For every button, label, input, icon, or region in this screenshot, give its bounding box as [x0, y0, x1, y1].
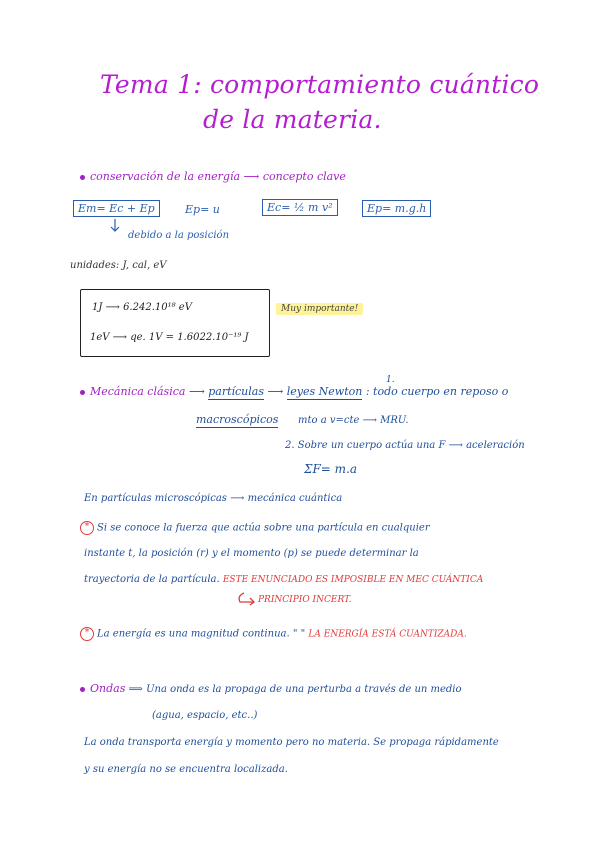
waves-line1: Una onda es la propaga de una perturba a través de un medio	[146, 684, 462, 695]
energy-heading: conservación de la energía	[90, 170, 241, 183]
ec-formula-box: Ec= ½ m v²	[262, 199, 338, 216]
page-title-line2: de la materia.	[203, 105, 382, 134]
units-line: unidades: J, cal, eV	[70, 260, 167, 271]
law2-line: 2. Sobre un cuerpo actúa una F ⟶ aceleración	[285, 440, 525, 451]
item1-red-note: ESTE ENUNCIADO ES IMPOSIBLE EN MEC CUÁNTICA	[222, 575, 484, 585]
waves-heading: Ondas	[90, 682, 126, 695]
arrow-icon: ⟶	[243, 170, 260, 183]
curved-arrow-icon	[236, 592, 258, 606]
ep-u-formula: Ep= u	[185, 203, 220, 216]
item1-line2: instante t, la posición (r) y el momento (p) se puede determinar la	[84, 548, 419, 559]
classical-heading-row	[80, 385, 508, 398]
mru-line: mto a v=cte ⟶ MRU.	[298, 415, 409, 426]
bullet-icon	[80, 390, 85, 395]
newton-laws-label: leyes Newton	[286, 385, 363, 398]
bullet-icon	[80, 687, 85, 692]
sum-f-formula: ΣF= m.a	[304, 462, 358, 476]
ep-note: debido a la posición	[128, 230, 230, 241]
item1-line3: trayectoria de la partícula.	[84, 574, 220, 585]
down-arrow-icon	[110, 219, 120, 233]
ep-formula-box: Ep= m.g.h	[362, 200, 431, 217]
important-note: Muy importante!	[276, 303, 363, 315]
arrow-icon: ⟶	[188, 385, 205, 398]
item1-line1: Si se conoce la fuerza que actúa sobre una partícula en cualquier	[97, 522, 430, 534]
waves-line2: (agua, espacio, etc..)	[152, 710, 258, 721]
arrow-icon: ⟶	[267, 385, 284, 398]
double-arrow-icon: ⟹	[128, 684, 143, 695]
waves-line4: y su energía no se encuentra localizada.	[84, 764, 288, 775]
conversion-line2: 1eV ⟶ qe. 1V = 1.6022.10⁻¹⁹ J	[90, 332, 249, 343]
waves-row	[80, 682, 462, 695]
item2-red-note: LA ENERGÍA ESTÁ CUANTIZADA.	[308, 629, 467, 640]
asterisk-icon: *	[80, 521, 94, 535]
bullet-icon	[80, 175, 85, 180]
waves-line3: La onda transporta energía y momento pero no materia. Se propaga rápidamente	[84, 737, 499, 748]
energy-heading-row	[80, 170, 346, 183]
asterisk-icon: *	[80, 627, 94, 641]
classical-heading: Mecánica clásica	[90, 385, 186, 398]
law1-text: : todo cuerpo en reposo o	[365, 385, 509, 398]
item1-line3-row	[84, 574, 483, 585]
law1-number: 1.	[386, 375, 395, 385]
uncertainty-principle: PRINCIPIO INCERT.	[258, 595, 352, 605]
item2-text: La energía es una magnitud continua. " "	[97, 628, 306, 640]
conversion-line1: 1J ⟶ 6.242.10¹⁸ eV	[92, 302, 192, 313]
concept-label: concepto clave	[262, 170, 346, 183]
item1-line1-row	[80, 521, 430, 535]
conversion-box	[80, 289, 270, 357]
em-formula-box: Em= Ec + Ep	[73, 200, 160, 217]
macro-label: macroscópicos	[196, 413, 279, 426]
item2-row	[80, 627, 467, 641]
page-title-line1: Tema 1: comportamiento cuántico	[100, 70, 540, 99]
particles-label: partículas	[208, 385, 264, 398]
micro-line: En partículas microscópicas ⟶ mecánica cuántica	[84, 493, 343, 504]
